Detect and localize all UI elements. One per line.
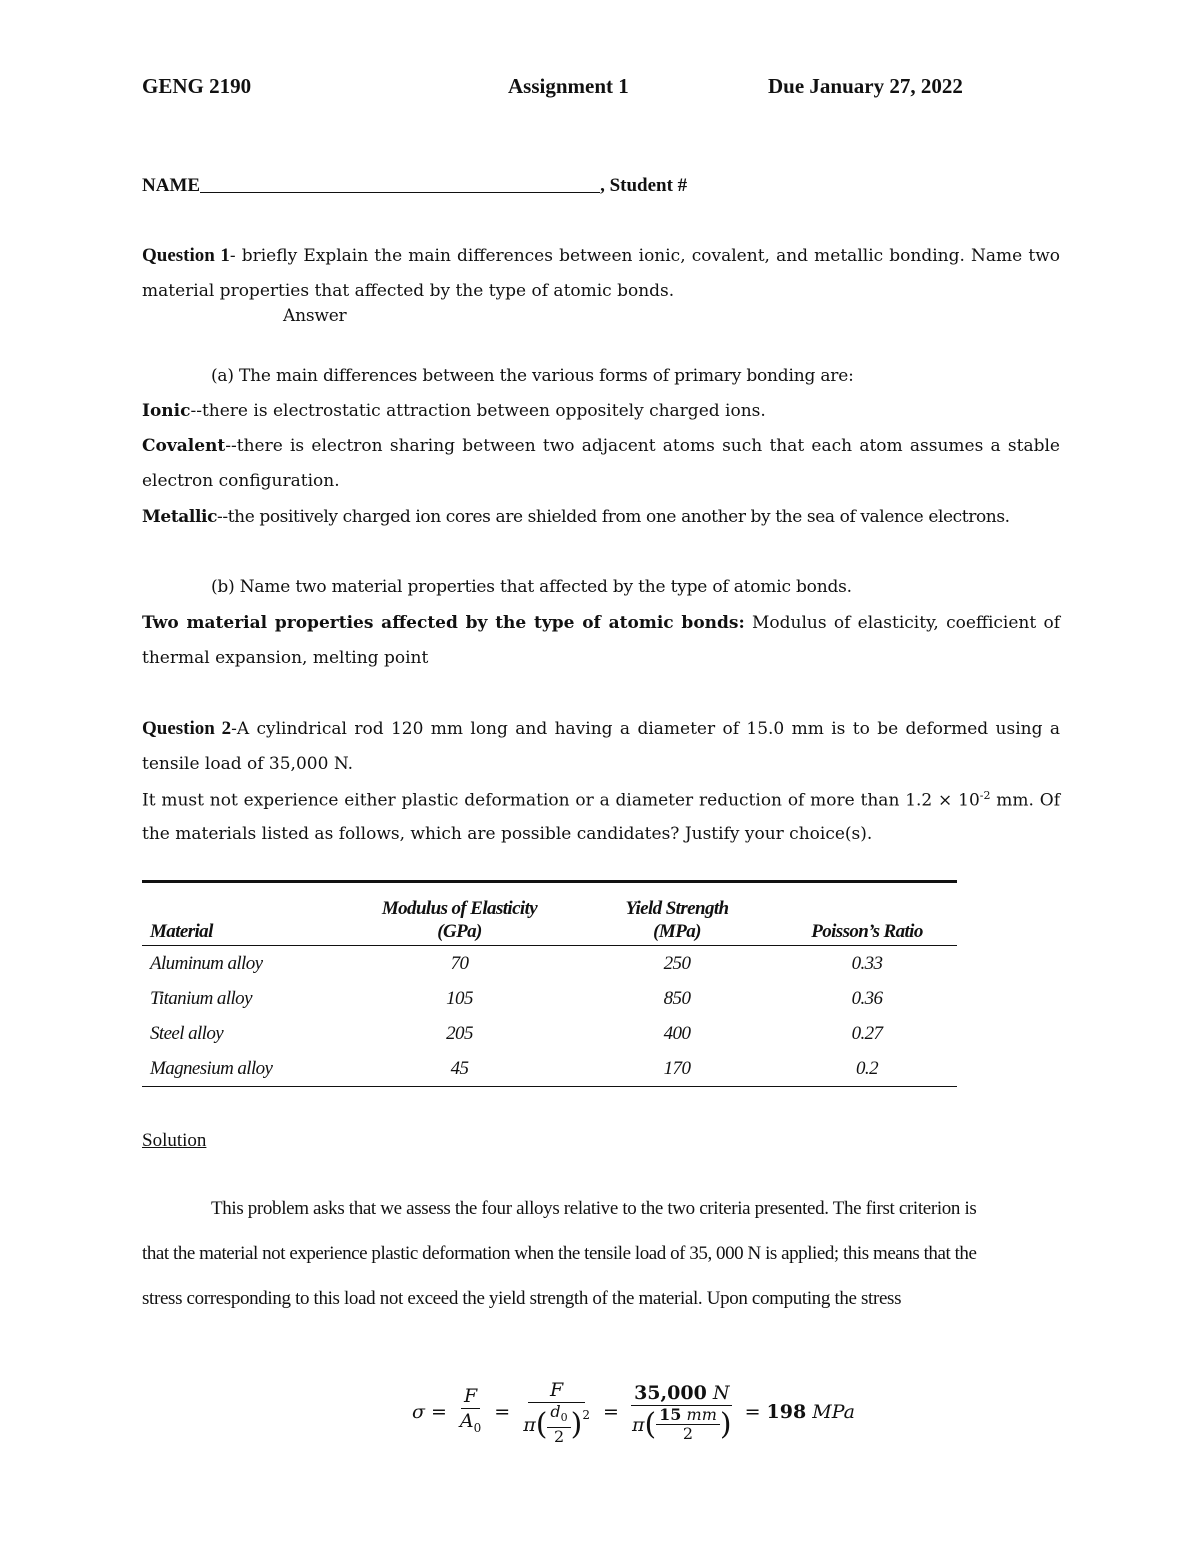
eq-pi-d0 bbox=[520, 1403, 593, 1446]
q2-line-1 bbox=[142, 718, 1060, 740]
header-material: Material bbox=[142, 882, 342, 946]
covalent-line bbox=[142, 436, 1060, 456]
solution-para-1: This problem asks that we assess the four alloys relative to the two criteria presented. The first criterion is bbox=[211, 1198, 977, 1219]
cell-poisson: 0.36 bbox=[851, 987, 883, 1009]
cell-yield: 400 bbox=[663, 1022, 691, 1044]
eq-unit: MPa bbox=[812, 1401, 855, 1423]
cell-material: Titanium alloy bbox=[150, 987, 252, 1009]
table-row bbox=[142, 981, 957, 1016]
header-yield-line-2: (MPa) bbox=[653, 921, 701, 942]
answer-label: Answer bbox=[283, 306, 347, 326]
props-label: Two material properties affected by the type of atomic bonds: bbox=[142, 613, 745, 633]
eq-result: 198 bbox=[766, 1401, 807, 1423]
eq-pi: π bbox=[523, 1413, 536, 1436]
header-modulus-line-1: Modulus of Elasticity bbox=[381, 898, 538, 919]
ionic-label: Ionic bbox=[142, 401, 191, 421]
part-b-text: (b) Name two material properties that affected by the type of atomic bonds. bbox=[211, 577, 852, 597]
ionic-line bbox=[142, 401, 1060, 421]
cell-material: Aluminum alloy bbox=[150, 952, 263, 974]
eq-equals-4: = bbox=[744, 1401, 761, 1423]
eq-d: d bbox=[550, 1401, 561, 1421]
eq-square: 2 bbox=[582, 1407, 591, 1422]
part-a-text: (a) The main differences between the various forms of primary bonding are: bbox=[211, 366, 854, 386]
props-text-2: thermal expansion, melting point bbox=[142, 648, 429, 668]
q1-text-1: - briefly Explain the main differences between ionic, covalent, and metallic bonding. Name two bbox=[229, 246, 1060, 266]
eq-pi-15mm bbox=[629, 1406, 735, 1443]
cell-yield: 850 bbox=[663, 987, 691, 1009]
metallic-label: Metallic bbox=[142, 507, 218, 527]
cell-yield: 170 bbox=[577, 1051, 777, 1087]
metallic-text: --the positively charged ion cores are shielded from one another by the sea of valence electrons. bbox=[217, 507, 1010, 527]
eq-frac-load bbox=[629, 1381, 735, 1443]
eq-two-2: 2 bbox=[682, 1424, 694, 1443]
materials-table bbox=[142, 880, 957, 1087]
eq-a0 bbox=[457, 1409, 484, 1440]
cell-poisson: 0.27 bbox=[851, 1022, 883, 1044]
eq-f-2: F bbox=[528, 1378, 585, 1403]
props-line bbox=[142, 613, 1060, 633]
eq-15mm bbox=[656, 1406, 720, 1425]
q2-exponent: -2 bbox=[979, 789, 991, 802]
student-label: , Student # bbox=[600, 175, 688, 196]
eq-n: N bbox=[712, 1382, 730, 1404]
eq-15mm-over-2 bbox=[656, 1406, 720, 1443]
cell-yield: 250 bbox=[663, 952, 691, 974]
cell-poisson: 0.2 bbox=[777, 1051, 957, 1087]
covalent-label: Covalent bbox=[142, 436, 226, 456]
assignment-title: Assignment 1 bbox=[508, 74, 629, 98]
q2-text-2: tensile load of 35,000 N. bbox=[142, 754, 354, 774]
table-row bbox=[142, 1016, 957, 1051]
eq-mm: mm bbox=[686, 1405, 717, 1424]
eq-load bbox=[631, 1381, 732, 1406]
table-row bbox=[142, 1051, 957, 1087]
solution-para-3: stress corresponding to this load not exceed the yield strength of the material. Upon computing the stress bbox=[142, 1288, 902, 1309]
eq-frac-f-a0 bbox=[457, 1384, 484, 1440]
solution-para-2: that the material not experience plastic deformation when the tensile load of 35, 000 N is applied; this means that the bbox=[142, 1243, 977, 1264]
course-code: GENG 2190 bbox=[142, 74, 252, 98]
cell-modulus: 205 bbox=[446, 1022, 473, 1044]
table-row bbox=[142, 946, 957, 982]
due-date: Due January 27, 2022 bbox=[768, 74, 963, 98]
eq-two: 2 bbox=[553, 1427, 565, 1447]
covalent-text-1: --there is electron sharing between two adjacent atoms such that each atom assumes a stable bbox=[225, 436, 1060, 456]
eq-equals-2: = bbox=[494, 1401, 511, 1423]
q2-text-1: -A cylindrical rod 120 mm long and having a diameter of 15.0 mm is to be deformed using a bbox=[231, 719, 1060, 739]
eq-d0 bbox=[547, 1403, 570, 1428]
q2-text-3-post: mm. Of bbox=[990, 790, 1060, 811]
q2-label: Question 2 bbox=[142, 718, 232, 739]
eq-equals-3: = bbox=[603, 1401, 619, 1423]
metallic-line bbox=[142, 507, 1060, 527]
eq-pi-2: π bbox=[631, 1413, 645, 1436]
eq-lparen: ( bbox=[535, 1406, 548, 1442]
eq-rparen: ) bbox=[570, 1406, 583, 1442]
header-modulus-line-2: (GPa) bbox=[437, 921, 482, 942]
q1-line-1 bbox=[142, 245, 1060, 267]
eq-sigma: σ bbox=[412, 1401, 425, 1423]
header-yield bbox=[577, 882, 777, 946]
header-poisson: Poisson’s Ratio bbox=[777, 882, 957, 946]
eq-rparen-2: ) bbox=[719, 1406, 732, 1442]
cell-modulus: 70 bbox=[450, 952, 469, 974]
header-modulus bbox=[342, 882, 577, 946]
q1-text-2: material properties that affected by the type of atomic bonds. bbox=[142, 281, 675, 301]
cell-modulus: 105 bbox=[446, 987, 473, 1009]
eq-a: A bbox=[459, 1410, 474, 1433]
props-text-1: Modulus of elasticity, coefficient of bbox=[744, 613, 1060, 633]
name-label: NAME bbox=[142, 175, 201, 196]
q2-text-3: It must not experience either plastic deformation or a diameter reduction of more than 1.2 × 10 bbox=[142, 790, 980, 811]
eq-a0-sub: 0 bbox=[473, 1420, 482, 1435]
covalent-text-2: electron configuration. bbox=[142, 471, 340, 491]
cell-poisson: 0.33 bbox=[851, 952, 883, 974]
eq-f: F bbox=[461, 1384, 480, 1409]
table-header-row bbox=[142, 882, 957, 946]
eq-load-value: 35,000 bbox=[634, 1382, 707, 1404]
eq-d0-sub: 0 bbox=[560, 1411, 568, 1425]
solution-heading: Solution bbox=[142, 1130, 207, 1151]
eq-frac-f-pi bbox=[520, 1378, 593, 1446]
ionic-text: --there is electrostatic attraction between oppositely charged ions. bbox=[190, 401, 766, 421]
cell-modulus: 45 bbox=[342, 1051, 577, 1087]
cell-material: Magnesium alloy bbox=[142, 1051, 342, 1087]
eq-d0-over-2 bbox=[547, 1403, 570, 1446]
eq-15: 15 bbox=[659, 1405, 682, 1424]
header-yield-line-1: Yield Strength bbox=[625, 898, 729, 919]
eq-lparen-2: ( bbox=[644, 1406, 657, 1442]
q2-text-4: the materials listed as follows, which are possible candidates? Justify your choice(s). bbox=[142, 824, 873, 844]
q2-line-3 bbox=[142, 789, 1060, 811]
stress-equation bbox=[412, 1372, 855, 1452]
q1-label: Question 1 bbox=[142, 245, 230, 266]
eq-equals-1: = bbox=[430, 1401, 447, 1423]
cell-material: Steel alloy bbox=[150, 1022, 224, 1044]
name-blank[interactable] bbox=[200, 174, 600, 193]
name-line bbox=[142, 174, 687, 197]
